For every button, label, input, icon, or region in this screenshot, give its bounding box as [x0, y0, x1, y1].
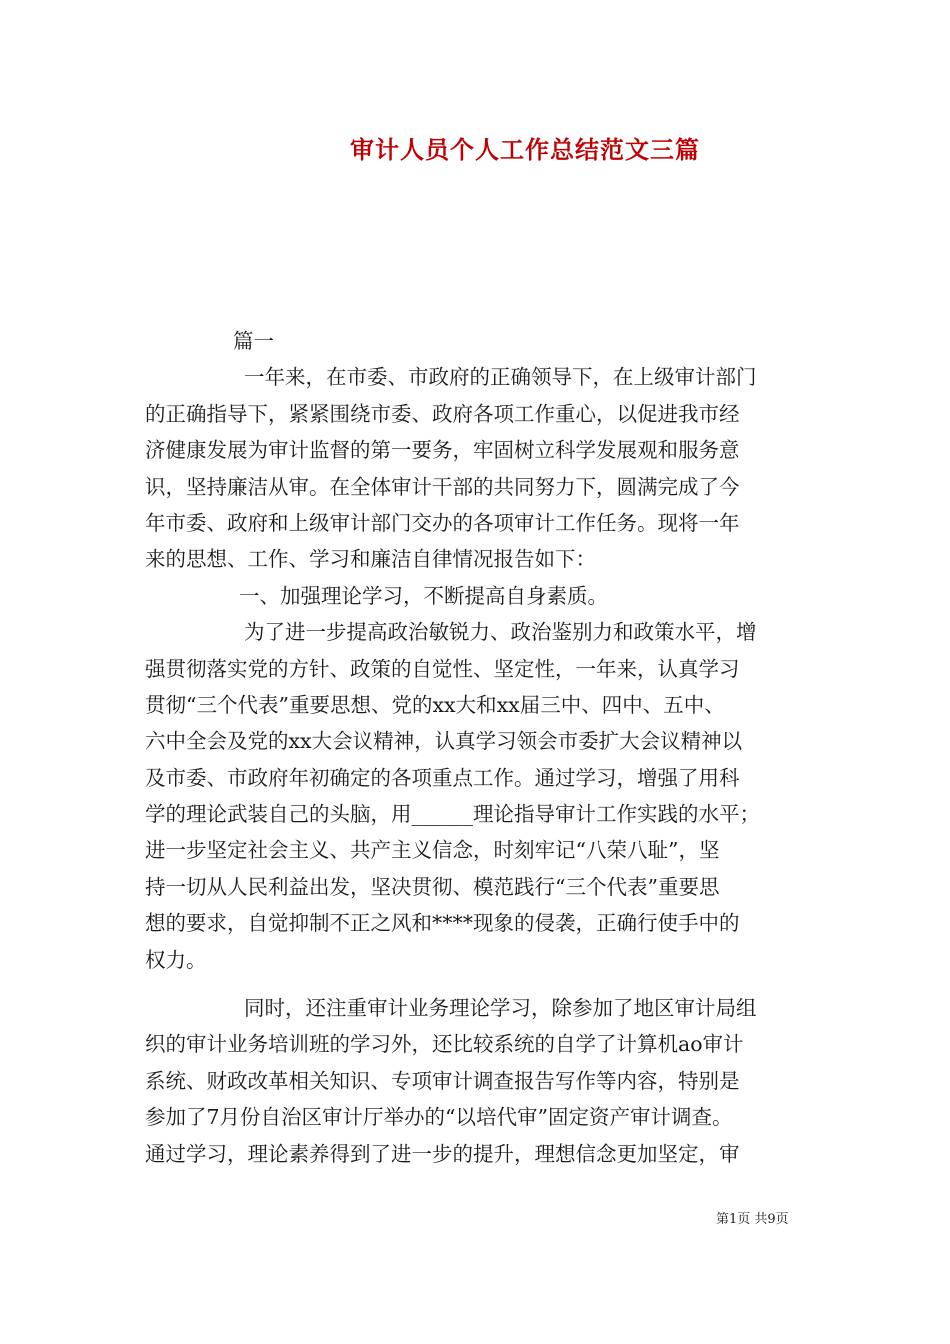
- paragraph-line: 年市委、政府和上级审计部门交办的各项审计工作任务。现将一年: [145, 510, 740, 535]
- paragraph-line: 贯彻“三个代表”重要思想、党的xx大和xx届三中、四中、五中、: [145, 692, 725, 717]
- paragraph-line: 参加了7月份自治区审计厅举办的“以培代审”固定资产审计调查。: [145, 1105, 733, 1130]
- paragraph-line: 持一切从人民利益出发，坚决贯彻、模范践行“三个代表”重要思: [145, 874, 720, 899]
- paragraph-line: 同时，还注重审计业务理论学习，除参加了地区审计局组: [244, 996, 757, 1021]
- paragraph-line: 系统、财政改革相关知识、专项审计调查报告写作等内容，特别是: [145, 1068, 740, 1093]
- paragraph-line: 济健康发展为审计监督的第一要务，牢固树立科学发展观和服务意: [145, 438, 740, 463]
- paragraph-line: 一年来，在市委、市政府的正确领导下，在上级审计部门: [244, 365, 757, 390]
- paragraph-line: 识，坚持廉洁从审。在全体审计干部的共同努力下，圆满完成了今: [145, 474, 740, 499]
- paragraph-line: 想的要求，自觉抑制不正之风和****现象的侵袭，正确行使手中的: [145, 911, 740, 936]
- paragraph-line: 及市委、市政府年初确定的各项重点工作。通过学习，增强了用科: [145, 765, 740, 790]
- paragraph-line: 的正确指导下，紧紧围绕市委、政府各项工作重心，以促进我市经: [145, 401, 740, 426]
- paragraph-line: 为了进一步提高政治敏锐力、政治鉴别力和政策水平，增: [244, 620, 757, 645]
- section-heading: 一、加强理论学习，不断提高自身素质。: [239, 583, 608, 608]
- page-title: 审计人员个人工作总结范文三篇: [350, 135, 700, 164]
- section-label: 篇一: [233, 329, 274, 353]
- page-number-footer: 第1页 共9页: [716, 1212, 789, 1227]
- paragraph-line: 强贯彻落实党的方针、政策的自觉性、坚定性，一年来，认真学习: [145, 656, 740, 681]
- paragraph-line: 六中全会及党的xx大会议精神，认真学习领会市委扩大会议精神以: [145, 729, 743, 754]
- paragraph-line: 学的理论武装自己的头脑，用______理论指导审计工作实践的水平；: [145, 802, 760, 827]
- paragraph-line: 来的思想、工作、学习和廉洁自律情况报告如下：: [145, 547, 596, 572]
- paragraph-line: 权力。: [145, 947, 207, 972]
- paragraph-line: 织的审计业务培训班的学习外，还比较系统的自学了计算机ao审计: [145, 1032, 744, 1057]
- paragraph-line: 通过学习，理论素养得到了进一步的提升，理想信念更加坚定，审: [145, 1141, 740, 1166]
- document-body: [145, 323, 815, 1172]
- paragraph-line: 进一步坚定社会主义、共产主义信念，时刻牢记“八荣八耻”，坚: [145, 838, 720, 863]
